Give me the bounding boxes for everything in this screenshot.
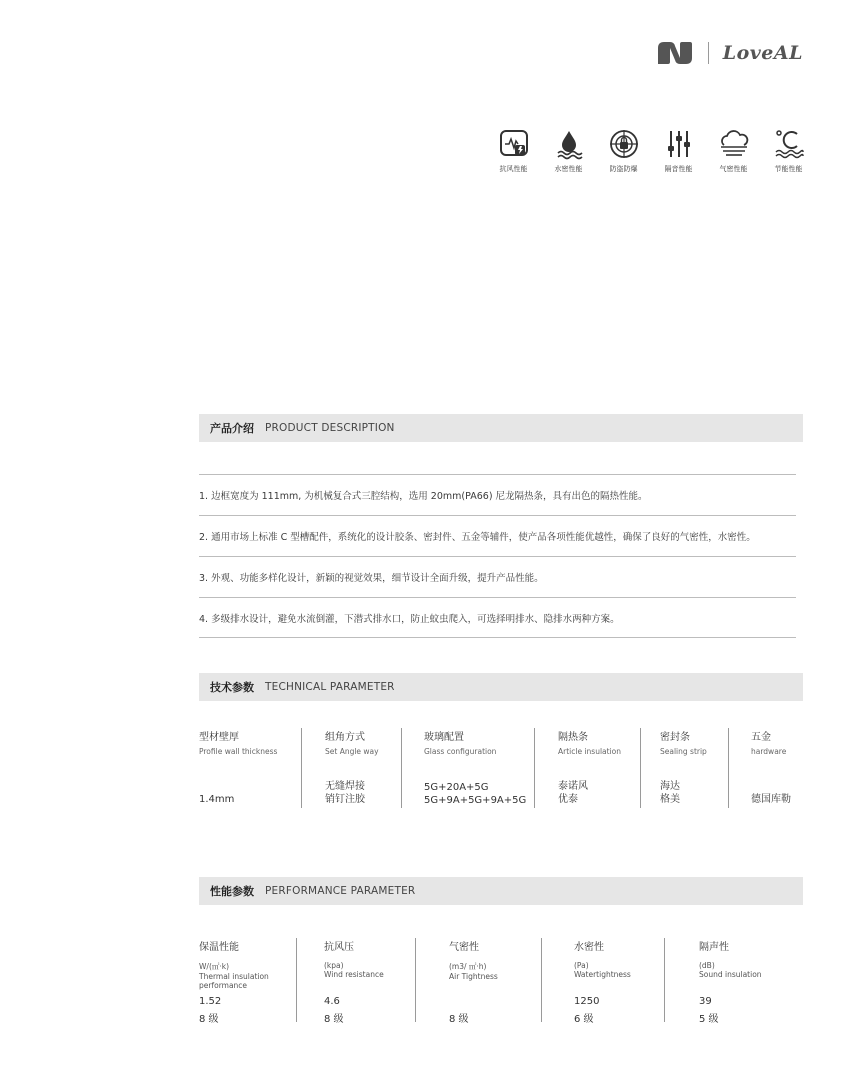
column-header-en: Sound insulation [699, 970, 762, 979]
column-header-cn: 保温性能 [199, 942, 239, 953]
perf-column [574, 938, 665, 1025]
column-header-en: Set Angle way [325, 747, 379, 756]
product-section-header [199, 414, 803, 442]
tech-column [424, 728, 535, 808]
list-item: 3. 外观、功能多样化设计，新颖的视觉效果，细节设计全面升级，提升产品性能。 [199, 556, 796, 597]
section-title-cn: 性能参数 [210, 885, 254, 898]
column-header-en: Article insulation [558, 747, 621, 756]
column-header-cn: 气密性 [449, 942, 479, 953]
technical-section-header [199, 673, 803, 701]
section-title-en: PERFORMANCE PARAMETER [265, 885, 416, 897]
column-value: 1250 [574, 996, 600, 1007]
feature-label: 防盗防爆 [609, 165, 638, 173]
column-header-cn: 水密性 [574, 942, 604, 953]
column-value: 无缝焊接 销钉注胶 [325, 781, 365, 805]
feature-wind [486, 128, 541, 174]
column-grade: 8 级 [199, 1014, 219, 1025]
perf-column [449, 938, 542, 1025]
column-value: 1.4mm [199, 794, 235, 805]
section-title-en: TECHNICAL PARAMETER [265, 681, 395, 693]
tech-column [558, 728, 641, 808]
feature-label: 抗风性能 [499, 165, 528, 173]
column-header-en: hardware [751, 747, 787, 756]
column-unit: (m3/ ㎡·h) [449, 962, 487, 971]
column-unit: (dB) [699, 961, 715, 970]
water-tightness-icon [553, 128, 585, 160]
tech-column [199, 728, 302, 808]
feature-label: 隔音性能 [664, 165, 693, 173]
column-header-cn: 抗风压 [324, 942, 354, 953]
column-header-en: Watertightness [574, 970, 631, 979]
list-item: 4. 多级排水设计，避免水流倒灌，下潜式排水口，防止蚊虫爬入，可选择明排水、隐排水两种方案。 [199, 597, 796, 638]
feature-label: 节能性能 [774, 165, 803, 173]
list-item: 2. 通用市场上标准 C 型槽配件，系统化的设计胶条、密封件、五金等辅件，使产品各项性能优越性，确保了良好的气密性，水密性。 [199, 515, 796, 556]
energy-saving-icon [773, 128, 805, 160]
tech-column [751, 728, 803, 808]
performance-parameter-table [199, 938, 803, 1025]
column-header-en: Air Tightness [449, 972, 498, 981]
perf-column [699, 938, 803, 1025]
n-logo-icon [656, 40, 694, 66]
column-grade: 6 级 [574, 1014, 594, 1025]
column-value: 1.52 [199, 996, 222, 1007]
column-header-cn: 密封条 [660, 732, 690, 743]
anti-theft-icon [608, 128, 640, 160]
column-header-cn: 型材壁厚 [199, 732, 239, 743]
logo-divider [708, 42, 709, 64]
column-header-cn: 五金 [751, 732, 771, 743]
perf-column [199, 938, 297, 1025]
column-value: 海达 格美 [660, 781, 680, 805]
column-grade: 5 级 [699, 1014, 719, 1025]
column-header-en: Profile wall thickness [199, 747, 278, 756]
column-header-en: Wind resistance [324, 970, 384, 979]
air-tightness-icon [718, 128, 750, 160]
column-unit: W/(㎡·k) [199, 962, 230, 971]
column-unit: (kpa) [324, 961, 344, 970]
feature-water [541, 128, 596, 174]
column-header-cn: 组角方式 [325, 732, 365, 743]
feature-label: 水密性能 [554, 165, 583, 173]
section-title-cn: 技术参数 [210, 681, 254, 694]
section-title-en: PRODUCT DESCRIPTION [265, 422, 395, 434]
column-value: 39 [699, 996, 712, 1007]
perf-column [324, 938, 416, 1025]
list-item: 1. 边框宽度为 111mm, 为机械复合式三腔结构，选用 20mm(PA66) 尼龙隔热条，具有出色的隔热性能。 [199, 474, 796, 515]
tech-column [325, 728, 402, 808]
column-value: 4.6 [324, 996, 340, 1007]
brand-name: LoveAL [722, 42, 803, 64]
column-value: 5G+20A+5G 5G+9A+5G+9A+5G [424, 782, 527, 806]
sound-insulation-icon [663, 128, 695, 160]
feature-air [706, 128, 761, 174]
column-header-en: Thermal insulation performance [199, 972, 269, 990]
wind-resistance-icon [498, 128, 530, 160]
tech-column [660, 728, 729, 808]
column-grade: 8 级 [449, 1014, 469, 1025]
section-title-cn: 产品介绍 [210, 422, 254, 435]
brand-logo [656, 40, 803, 66]
column-value: 泰诺风 优泰 [558, 781, 588, 805]
column-header-en: Glass configuration [424, 747, 497, 756]
column-header-cn: 隔热条 [558, 732, 588, 743]
performance-section-header [199, 877, 803, 905]
technical-parameter-table [199, 728, 803, 808]
column-unit: (Pa) [574, 961, 589, 970]
column-header-cn: 隔声性 [699, 942, 729, 953]
product-description-list [199, 474, 796, 638]
feature-sound [651, 128, 706, 174]
feature-anti-theft [596, 128, 651, 174]
column-value: 德国库勒 [751, 794, 791, 805]
feature-energy [761, 128, 816, 174]
column-header-en: Sealing strip [660, 747, 707, 756]
column-grade: 8 级 [324, 1014, 344, 1025]
column-header-cn: 玻璃配置 [424, 732, 464, 743]
feature-icons [486, 128, 816, 174]
feature-label: 气密性能 [719, 165, 748, 173]
